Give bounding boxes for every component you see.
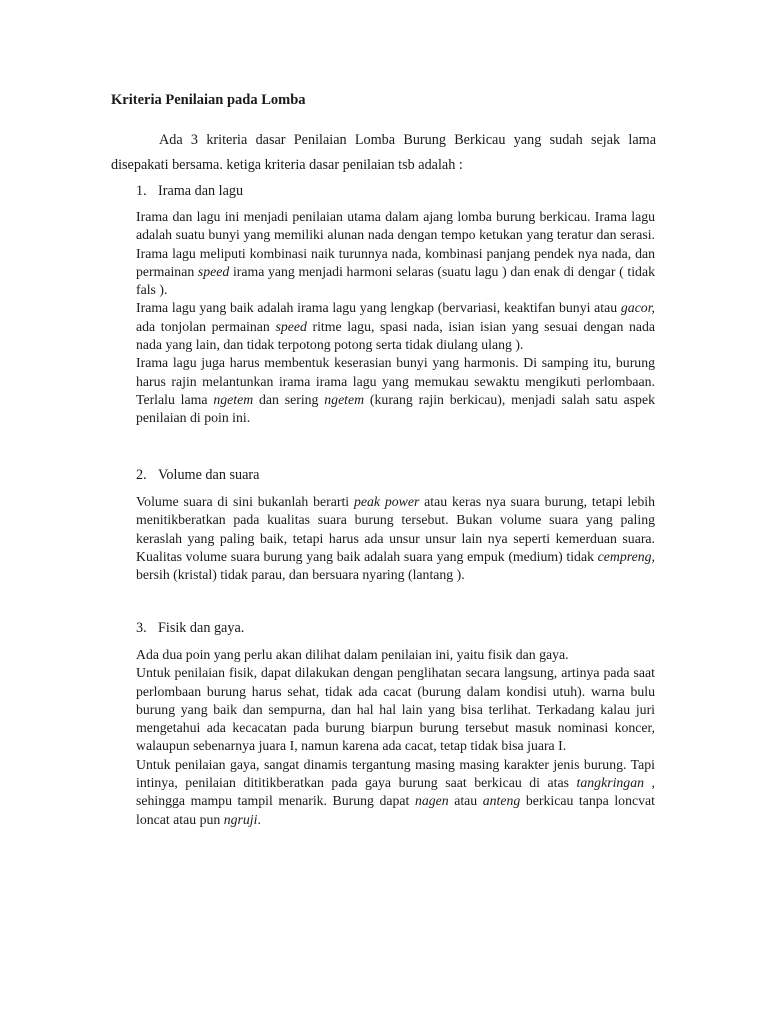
section-body-fisik xyxy=(136,646,655,829)
paragraph: Untuk penilaian fisik, dapat dilakukan dengan penglihatan secara langsung, artinya pada saat perlombaan burung harus sehat, tidak ada cacat (burung dalam kondisi utuh). warna bulu burung yang baik dan sempurna, dan hal hal lain yang bisa terlihat. Terkadang kalau juri mengetahui ada kecacatan pada burung biarpun burung tersebut masuk nominasi koncer, walaupun sebenarnya juara I, namun karena ada cacat, tetap tidak bisa juara I. xyxy=(136,665,655,754)
paragraph: Untuk penilaian gaya, sangat dinamis tergantung masing masing karakter jenis burung. Tapi intinya, penilaian dititikberatkan pada gaya burung saat berkicau di atas tangkringan , sehingga mampu tampil menarik. Burung dapat nagen atau anteng berkicau tanpa loncvat loncat atau pun ngruji. xyxy=(136,756,655,827)
section-title: Volume dan suara xyxy=(158,467,260,483)
paragraph: Volume suara di sini bukanlah berarti peak power atau keras nya suara burung, tetapi lebih menitikberatkan pada kualitas suara burung tersebut. Bukan volume suara yang paling keraslah yang paling baik, tetapi harus ada unsur unsur lain nya seperti kemerduan suara. Kualitas volume suara burung yang baik adalah suara yang empuk (medium) tidak cempreng, bersih (kristal) tidak parau, dan bersuara nyaring (lantang ). xyxy=(136,494,655,583)
section-number: 3. xyxy=(136,620,147,636)
section-heading-volume xyxy=(136,467,259,484)
document-title: Kriteria Penilaian pada Lomba xyxy=(111,92,306,108)
paragraph: Irama lagu yang baik adalah irama lagu yang lengkap (bervariasi, keaktifan bunyi atau gacor, ada tonjolan permainan speed ritme lagu, spasi nada, isian isian yang sesuai dengan nada nada yang lain, dan tidak terpotong potong serta tidak diulang ulang ). xyxy=(136,300,656,353)
section-number: 2. xyxy=(136,467,147,483)
section-heading-fisik xyxy=(136,620,244,637)
paragraph: Ada dua poin yang perlu akan dilihat dalam penilaian ini, yaitu fisik dan gaya. xyxy=(136,647,569,662)
section-body-volume xyxy=(136,493,655,584)
paragraph: Irama lagu juga harus membentuk keserasian bunyi yang harmonis. Di samping itu, burung harus rajin melantunkan irama irama lagu yang memukau sewaktu mengikuti perlombaan. Terlalu lama ngetem dan sering ngetem (kurang rajin berkicau), menjadi salah satu aspek penilaian di poin ini. xyxy=(136,355,655,426)
section-title: Irama dan lagu xyxy=(158,183,244,199)
section-heading-irama xyxy=(136,183,243,200)
paragraph: Irama dan lagu ini menjadi penilaian utama dalam ajang lomba burung berkicau. Irama lagu adalah suatu bunyi yang memiliki alunan nada dengan tempo ketukan yang teratur dan serasi. Irama lagu meliputi kombinasi naik turunnya nada, kombinasi panjang pendek nya nada, dan permainan speed irama yang menjadi harmoni selaras (suatu lagu ) dan enak di dengar ( tidak fals ). xyxy=(136,209,655,298)
section-number: 1. xyxy=(136,183,147,199)
section-title: Fisik dan gaya. xyxy=(158,620,245,636)
intro-paragraph: Ada 3 kriteria dasar Penilaian Lomba Burung Berkicau yang sudah sejak lama disepakati bersama. ketiga kriteria dasar penilaian tsb adalah : xyxy=(111,132,656,173)
section-body-irama xyxy=(136,208,655,428)
